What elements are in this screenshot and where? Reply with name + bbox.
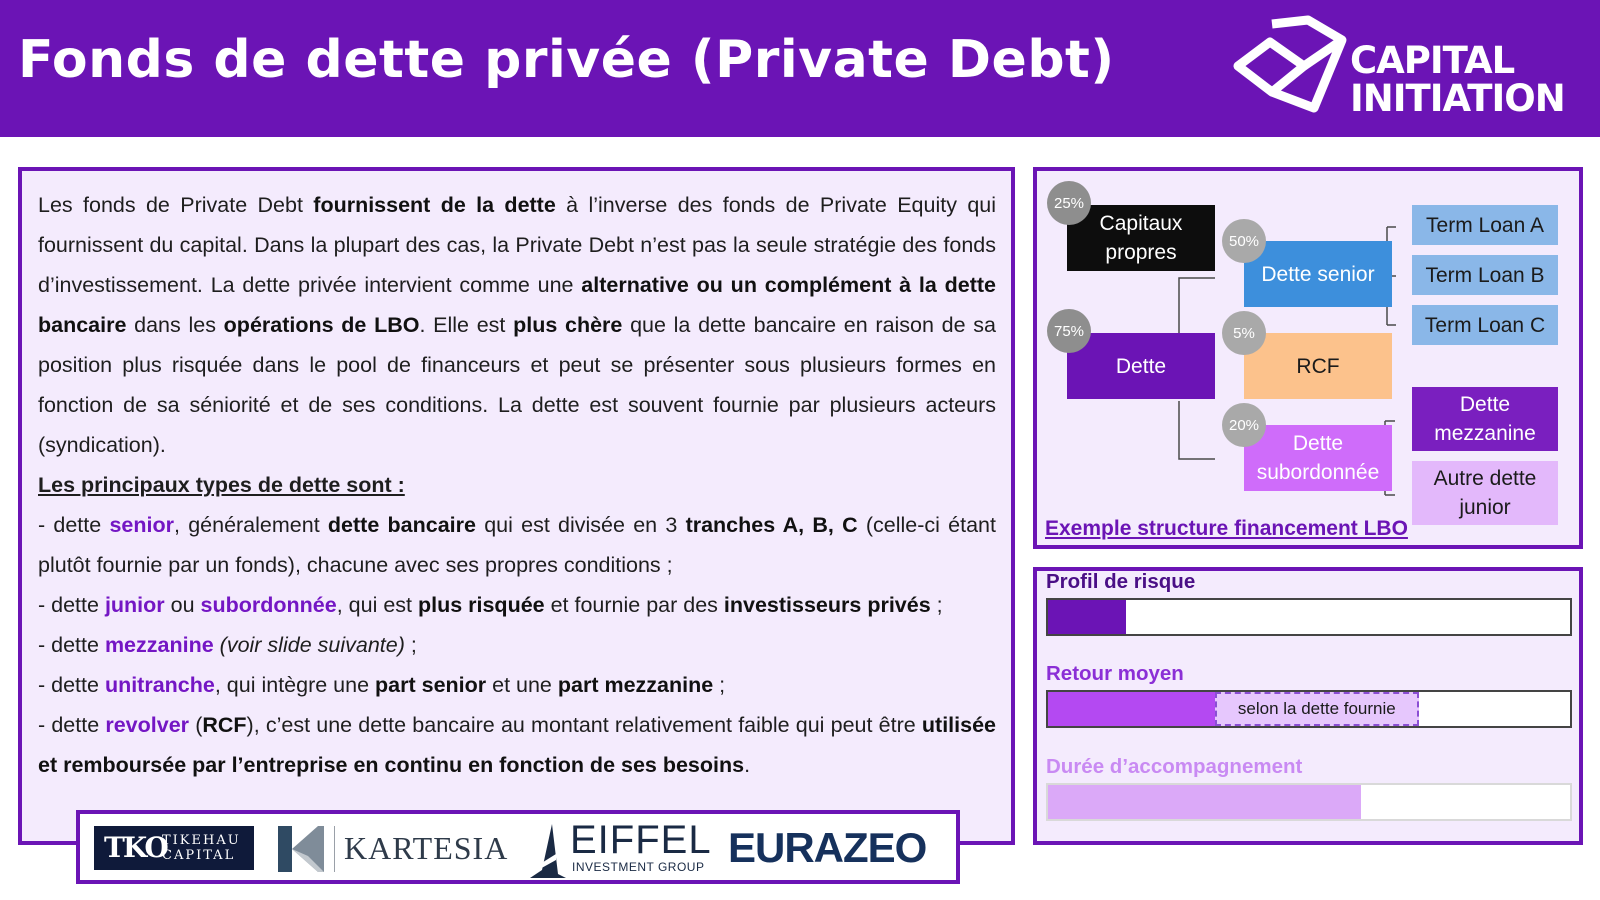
text-run: , qui est xyxy=(336,593,418,617)
list-item-revolver xyxy=(38,705,996,785)
text-run: ou xyxy=(164,593,201,617)
term-loan-a-box xyxy=(1412,205,1558,245)
term-loan-c-label: Term Loan C xyxy=(1424,313,1546,337)
risk-profile-panel xyxy=(1033,567,1583,845)
average-return-label: Retour moyen xyxy=(1046,662,1184,685)
average-return-bar xyxy=(1046,690,1572,728)
tikehau-mark: TKO xyxy=(104,831,167,864)
eiffel-subtitle: INVESTMENT GROUP xyxy=(572,860,705,874)
debt-pct-badge: 75% xyxy=(1047,309,1091,353)
bold-run: dette bancaire xyxy=(327,513,476,537)
tikehau-name-line2: CAPITAL xyxy=(162,848,236,863)
duration-label: Durée d’accompagnement xyxy=(1046,755,1303,778)
subordinated-debt-box xyxy=(1244,425,1392,491)
kartesia-k-icon xyxy=(278,826,324,872)
text-run: que la dette bancaire en raison de sa position plus risquée dans le pool de financeurs et peut se présenter sous plusieurs formes en fonction de sa séniorité et de ses conditions. La dette est souvent fournie par plusieurs acteurs (syndication). xyxy=(38,313,997,457)
text-run: - dette xyxy=(38,673,105,697)
rcf-box xyxy=(1244,333,1392,399)
italic-run: (voir slide suivante) xyxy=(219,633,405,657)
bold-run: fournissent de la dette xyxy=(313,193,556,217)
junior-debt-box xyxy=(1412,461,1558,525)
slide-title: Fonds de dette privée (Private Debt) xyxy=(18,30,1115,90)
text-run: - dette xyxy=(38,513,110,537)
kartesia-separator xyxy=(334,826,335,872)
senior-pct-badge: 50% xyxy=(1222,219,1266,263)
eurazeo-wordmark: EURAZEO xyxy=(728,824,927,871)
list-item-unitranche xyxy=(38,665,996,705)
highlight-run: senior xyxy=(109,513,174,537)
equity-label: Capitaux propres xyxy=(1099,212,1183,264)
bold-run: plus chère xyxy=(513,313,623,337)
bold-run: RCF xyxy=(202,713,247,737)
highlight-run: revolver xyxy=(105,713,190,737)
text-run: ( xyxy=(189,713,203,737)
eiffel-wordmark: EIFFEL xyxy=(570,818,712,862)
text-run: - dette xyxy=(38,593,105,617)
equity-box xyxy=(1067,205,1215,271)
bold-run: investisseurs privés xyxy=(723,593,931,617)
risk-profile-label: Profil de risque xyxy=(1046,570,1196,593)
mezzanine-label: Dette mezzanine xyxy=(1434,393,1536,445)
intro-paragraph xyxy=(38,185,996,465)
bold-run: tranches A, B, C xyxy=(685,513,858,537)
text-run: . Elle est xyxy=(419,313,514,337)
duration-bar xyxy=(1046,783,1572,821)
rcf-pct-badge: 5% xyxy=(1222,311,1266,355)
senior-debt-box xyxy=(1244,241,1392,307)
subordinated-debt-label: Dette subordonnée xyxy=(1256,432,1380,484)
risk-profile-fill xyxy=(1048,600,1126,634)
text-run: Les fonds de Private Debt xyxy=(38,193,314,217)
duration-fill xyxy=(1048,785,1361,819)
tikehau-name-line1: TIKEHAU xyxy=(162,833,241,848)
term-loan-b-box xyxy=(1412,255,1558,295)
average-return-range xyxy=(1215,692,1419,726)
rcf-label: RCF xyxy=(1296,354,1340,378)
term-loan-b-label: Term Loan B xyxy=(1425,263,1545,287)
highlight-run: junior xyxy=(104,593,165,617)
average-return-note: selon la dette fournie xyxy=(1237,699,1396,718)
text-run: ; xyxy=(930,593,943,617)
text-run: - dette xyxy=(38,633,105,657)
capital-initiation-logo xyxy=(1230,14,1570,118)
subordinated-pct-badge: 20% xyxy=(1222,403,1266,447)
text-run: qui est divisée en 3 xyxy=(475,513,686,537)
text-run: à l’inverse des fonds de Private Equity qui fournissent du capital. Dans la plupart des cas, la Private Debt n’est pas la seule stratégie des fonds d’investissement. La dette privée intervient comme une xyxy=(38,193,997,297)
bold-run: opérations de LBO xyxy=(223,313,420,337)
tikehau-name xyxy=(162,833,241,863)
text-run: , qui intègre une xyxy=(214,673,376,697)
average-return-fill xyxy=(1048,692,1215,726)
cube-logo-icon xyxy=(1230,14,1348,118)
text-run: . xyxy=(744,753,751,777)
description-panel xyxy=(18,167,1015,845)
equity-pct-badge: 25% xyxy=(1047,181,1091,225)
mezzanine-box xyxy=(1412,387,1558,451)
text-run: et une xyxy=(486,673,558,697)
section-title: Les principaux types de dette sont : xyxy=(38,473,405,497)
debt-label: Dette xyxy=(1115,354,1167,378)
description-text xyxy=(38,185,996,785)
highlight-run: unitranche xyxy=(104,673,215,697)
bold-run: plus risquée xyxy=(417,593,545,617)
kartesia-wordmark: KARTESIA xyxy=(344,830,509,866)
highlight-run: mezzanine xyxy=(104,633,214,657)
risk-profile-bar xyxy=(1046,598,1572,636)
list-item-mezzanine xyxy=(38,625,996,665)
text-run: ), c’est une dette bancaire au montant relativement faible qui peut être xyxy=(246,713,922,737)
bold-run: alternative ou un complément à la dette bancaire xyxy=(38,273,996,337)
list-item-senior xyxy=(38,505,996,585)
logo-wordmark xyxy=(1350,39,1565,120)
eiffel-tower-icon xyxy=(528,824,568,878)
bold-run: part senior xyxy=(375,673,487,697)
text-run: ; xyxy=(713,673,726,697)
list-item-junior xyxy=(38,585,996,625)
text-run: ; xyxy=(404,633,417,657)
fund-logos-strip xyxy=(76,810,960,884)
lbo-caption: Exemple structure financement LBO xyxy=(1045,517,1408,540)
junior-debt-label: Autre dette junior xyxy=(1433,467,1537,519)
text-run: , généralement xyxy=(173,513,328,537)
logo-line-1: CAPITAL xyxy=(1350,39,1515,82)
text-run: dans les xyxy=(126,313,224,337)
term-loan-a-label: Term Loan A xyxy=(1426,213,1544,237)
lbo-structure-panel xyxy=(1033,167,1583,549)
term-loan-c-box xyxy=(1412,305,1558,345)
senior-debt-label: Dette senior xyxy=(1261,262,1375,286)
slide-header xyxy=(0,0,1600,137)
debt-box xyxy=(1067,333,1215,399)
text-run: et fournie par des xyxy=(544,593,724,617)
text-run: - dette xyxy=(38,713,106,737)
logo-line-2: INITIATION xyxy=(1350,77,1565,120)
text-run: (celle-ci étant plutôt fournie par un fonds), chacune avec ses propres conditions ; xyxy=(38,513,996,577)
tikehau-logo xyxy=(94,826,254,870)
highlight-run: subordonnée xyxy=(200,593,337,617)
bold-run: part mezzanine xyxy=(557,673,714,697)
bold-run: utilisée et remboursée par l’entreprise en continu en fonction de ses besoins xyxy=(38,713,996,777)
